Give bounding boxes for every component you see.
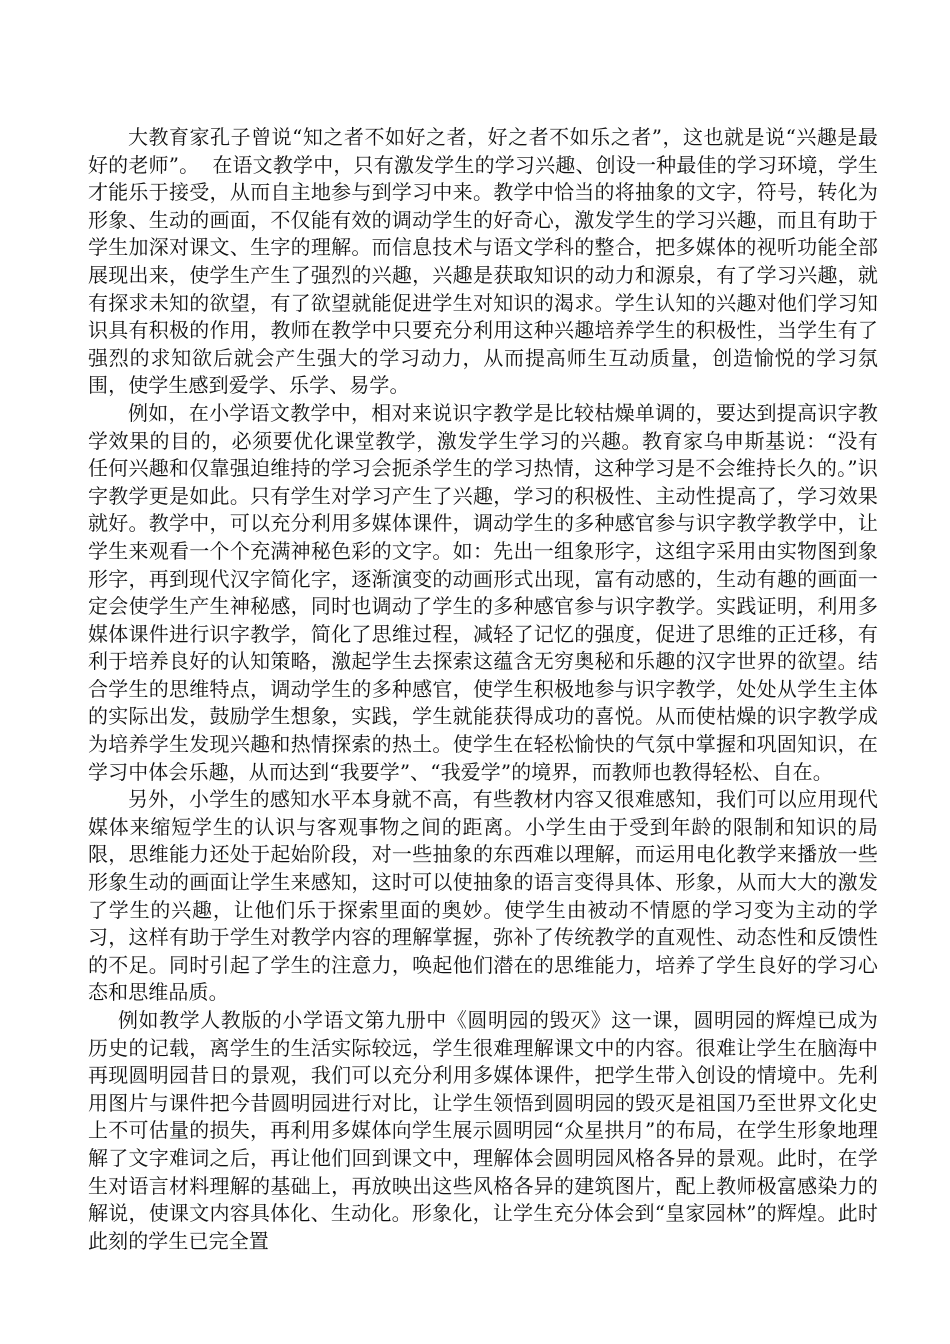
paragraph-literacy-teaching-example: 例如，在小学语文教学中，相对来说识字教学是比较枯燥单调的，要达到提高识字教学效果的目的，必须要优化课堂教学，激发学生学习的兴趣。教育家乌申斯基说：“没有任何兴趣和仅靠强迫维持的学习会扼杀学生的学习热情，这种学习是不会维持长久的。”识字教学更是如此。只有学生对学习产生了兴趣，学习的积极性、主动性提高了，学习效果就好。教学中，可以充分利用多媒体课件，调动学生的多种感官参与识字教学教学中，让学生来观看一个个充满神秘色彩的文字。如：先出一组象形字，这组字采用由实物图到象形字，再到现代汉字简化字，逐渐演变的动画形式出现，富有动感的，生动有趣的画面一定会使学生产生神秘感，同时也调动了学生的多种感官参与识字教学。实践证明，利用多媒体课件进行识字教学，简化了思维过程，减轻了记忆的强度，促进了思维的正迁移，有利于培养良好的认知策略，激起学生去探索这蕴含无穷奥秘和乐趣的汉字世界的欲望。结合学生的思维特点，调动学生的多种感官，使学生积极地参与识字教学，处处从学生主体的实际出发，鼓励学生想象，实践，学生就能获得成功的喜悦。从而使枯燥的识字教学成为培养学生发现兴趣和热情探索的热土。使学生在轻松愉快的气氛中掌握和巩固知识，在学习中体会乐趣，从而达到“我要学”、“我爱学”的境界，而教师也教得轻松、自在。: [88, 400, 878, 784]
paragraph-yuanmingyuan-example: 例如教学人教版的小学语文第九册中《圆明园的毁灭》这一课，圆明园的辉煌已成为历史的记载，离学生的生活实际较远，学生很难理解课文中的内容。很难让学生在脑海中再现圆明园昔日的景观，我们可以充分利用多媒体课件，把学生带入创设的情境中。先利用图片与课件把今昔圆明园进行对比，让学生领悟到圆明园的毁灭是祖国乃至世界文化史上不可估量的损失，再利用多媒体向学生展示圆明园“众星拱月”的布局，在学生形象地理解了文字难词之后，再让他们回到课文中，理解体会圆明园风格各异的景观。此时，在学生对语言材料理解的基础上，再放映出这些风格各异的建筑图片，配上教师极富感染力的解说，使课文内容具体化、生动化。形象化，让学生充分体会到“皇家园林”的辉煌。此时此刻的学生已完全置: [88, 1008, 878, 1253]
paragraph-interest-is-best-teacher: 大教育家孔子曾说“知之者不如好之者，好之者不如乐之者”，这也就是说“兴趣是最好的老师”。 在语文教学中，只有激发学生的学习兴趣、创设一种最佳的学习环境，学生才能乐于接受，从而自主地参与到学习中来。教学中恰当的将抽象的文字，符号，转化为形象、生动的画面，不仅能有效的调动学生的好奇心，激发学生的学习兴趣，而且有助于学生加深对课文、生字的理解。而信息技术与语文学科的整合，把多媒体的视听功能全部展现出来，使学生产生了强烈的兴趣，兴趣是获取知识的动力和源泉，有了学习兴趣，就有探求未知的欲望，有了欲望就能促进学生对知识的渴求。学生认知的兴趣对他们学习知识具有积极的作用，教师在教学中只要充分利用这种兴趣培养学生的积极性，当学生有了强烈的求知欲后就会产生强大的学习动力，从而提高师生互动质量，创造愉悦的学习氛围，使学生感到爱学、乐学、易学。: [88, 125, 878, 398]
paragraph-modern-media-perception: 另外，小学生的感知水平本身就不高，有些教材内容又很难感知，我们可以应用现代媒体来缩短学生的认识与客观事物之间的距离。小学生由于受到年龄的限制和知识的局限，思维能力还处于起始阶段，对一些抽象的东西难以理解，而运用电化教学来播放一些形象生动的画面让学生来感知，这时可以使抽象的语言变得具体、形象，从而大大的激发了学生的兴趣，让他们乐于探索里面的奥妙。使学生由被动不情愿的学习变为主动的学习，这样有助于学生对教学内容的理解掌握，弥补了传统教学的直观性、动态性和反馈性的不足。同时引起了学生的注意力，唤起他们潜在的思维能力，培养了学生良好的学习心态和思维品质。: [88, 787, 878, 1005]
article-body: [88, 124, 878, 1255]
